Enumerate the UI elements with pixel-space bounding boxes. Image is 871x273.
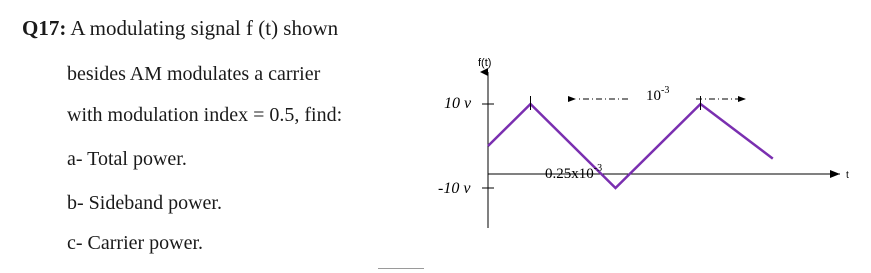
divider [378, 268, 424, 269]
period-base: 10 [646, 88, 661, 104]
question-number: Q17: [22, 16, 67, 40]
question-intro: A modulating signal f (t) shown [66, 16, 339, 40]
part-b: b- Sideband power. [67, 192, 222, 214]
time-exponent: -3 [593, 163, 603, 174]
question-line-1: besides AM modulates a carrier [67, 63, 321, 85]
x-axis-label: t [846, 170, 849, 181]
y-axis-label: f(t) [478, 57, 492, 69]
period-exponent: -3 [661, 85, 670, 96]
upper-level-label: 10 v [444, 95, 472, 112]
part-a: a- Total power. [67, 148, 187, 170]
time-label [545, 163, 602, 182]
lower-level-label: -10 v [438, 180, 471, 197]
part-c: c- Carrier power. [67, 232, 204, 254]
time-base: 0.25x10 [545, 166, 594, 182]
triangle-signal [488, 104, 773, 188]
period-label [646, 85, 669, 104]
question-line-2: with modulation index = 0.5, find: [67, 104, 343, 126]
